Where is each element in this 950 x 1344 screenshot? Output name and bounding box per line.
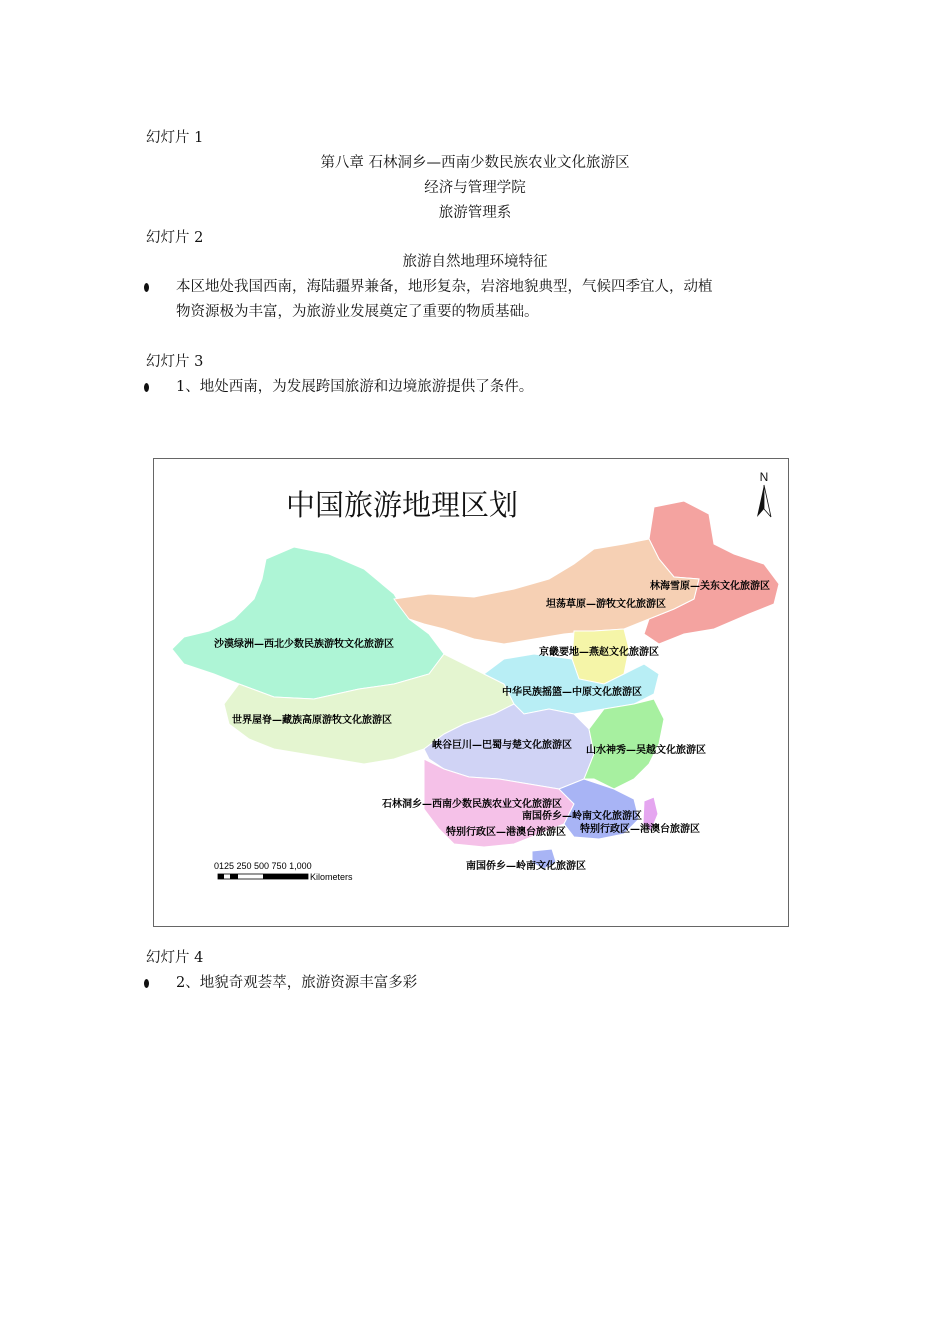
label-wuyue: 山水神秀—吴越文化旅游区 (586, 745, 706, 756)
bullet-icon (144, 283, 149, 292)
north-label: N (759, 470, 769, 484)
label-tibet-plateau: 世界屋脊—藏族高原游牧文化旅游区 (232, 715, 392, 726)
slide-1-label: 幻灯片 1 (146, 130, 204, 146)
label-lingnan-upper: 南国侨乡—岭南文化旅游区 (522, 811, 642, 822)
slide-2-label: 幻灯片 2 (146, 230, 204, 246)
slide-2-heading: 旅游自然地理环境特征 (402, 254, 548, 270)
slide-1-subtitle-school: 经济与管理学院 (424, 180, 526, 196)
label-northeast: 林海雪原—关东文化旅游区 (650, 581, 770, 592)
region-northwest-desert (172, 547, 444, 699)
slide-2-bullet-line-2: 物资源极为丰富，为旅游业发展奠定了重要的物质基础。 (176, 304, 539, 320)
label-beijing-hebei: 京畿要地—燕赵文化旅游区 (539, 647, 659, 658)
bullet-icon (144, 383, 149, 392)
slide-4-bullet: 2、地貌奇观荟萃，旅游资源丰富多彩 (176, 975, 418, 991)
scale-ticks: 0125 250 500 750 1,000 (214, 861, 312, 871)
china-tourism-map (153, 458, 789, 927)
label-bashu-chu: 峡谷巨川—巴蜀与楚文化旅游区 (432, 740, 572, 751)
label-lingnan-lower: 南国侨乡—岭南文化旅游区 (466, 861, 586, 872)
label-taiwan: 特别行政区—港澳台旅游区 (580, 824, 700, 835)
map-svg (154, 459, 788, 926)
label-inner-mongolia: 坦荡草原—游牧文化旅游区 (546, 599, 666, 610)
slide-1-subtitle-dept: 旅游管理系 (438, 205, 512, 221)
slide-3-label: 幻灯片 3 (146, 354, 204, 370)
north-arrow-icon-half (764, 485, 771, 517)
slide-1-title: 第八章 石林洞乡—西南少数民族农业文化旅游区 (320, 155, 630, 171)
label-northwest-desert: 沙漠绿洲—西北少数民族游牧文化旅游区 (214, 639, 394, 650)
scale-bar (218, 874, 308, 879)
slide-4-label: 幻灯片 4 (146, 950, 204, 966)
label-southwest-stone-forest: 石林洞乡—西南少数民族农业文化旅游区 (382, 799, 562, 810)
scale-unit: Kilometers (310, 872, 353, 882)
label-central-plains: 中华民族摇篮—中原文化旅游区 (502, 687, 642, 698)
slide-2-bullet-line-1: 本区地处我国西南，海陆疆界兼备，地形复杂，岩溶地貌典型，气候四季宜人，动植 (176, 279, 713, 295)
slide-3-bullet: 1、地处西南，为发展跨国旅游和边境旅游提供了条件。 (176, 379, 534, 395)
map-title: 中国旅游地理区划 (286, 488, 519, 522)
region-wuyue (584, 699, 664, 789)
bullet-icon (144, 979, 149, 988)
label-hk-macau: 特别行政区—港澳台旅游区 (446, 827, 566, 838)
